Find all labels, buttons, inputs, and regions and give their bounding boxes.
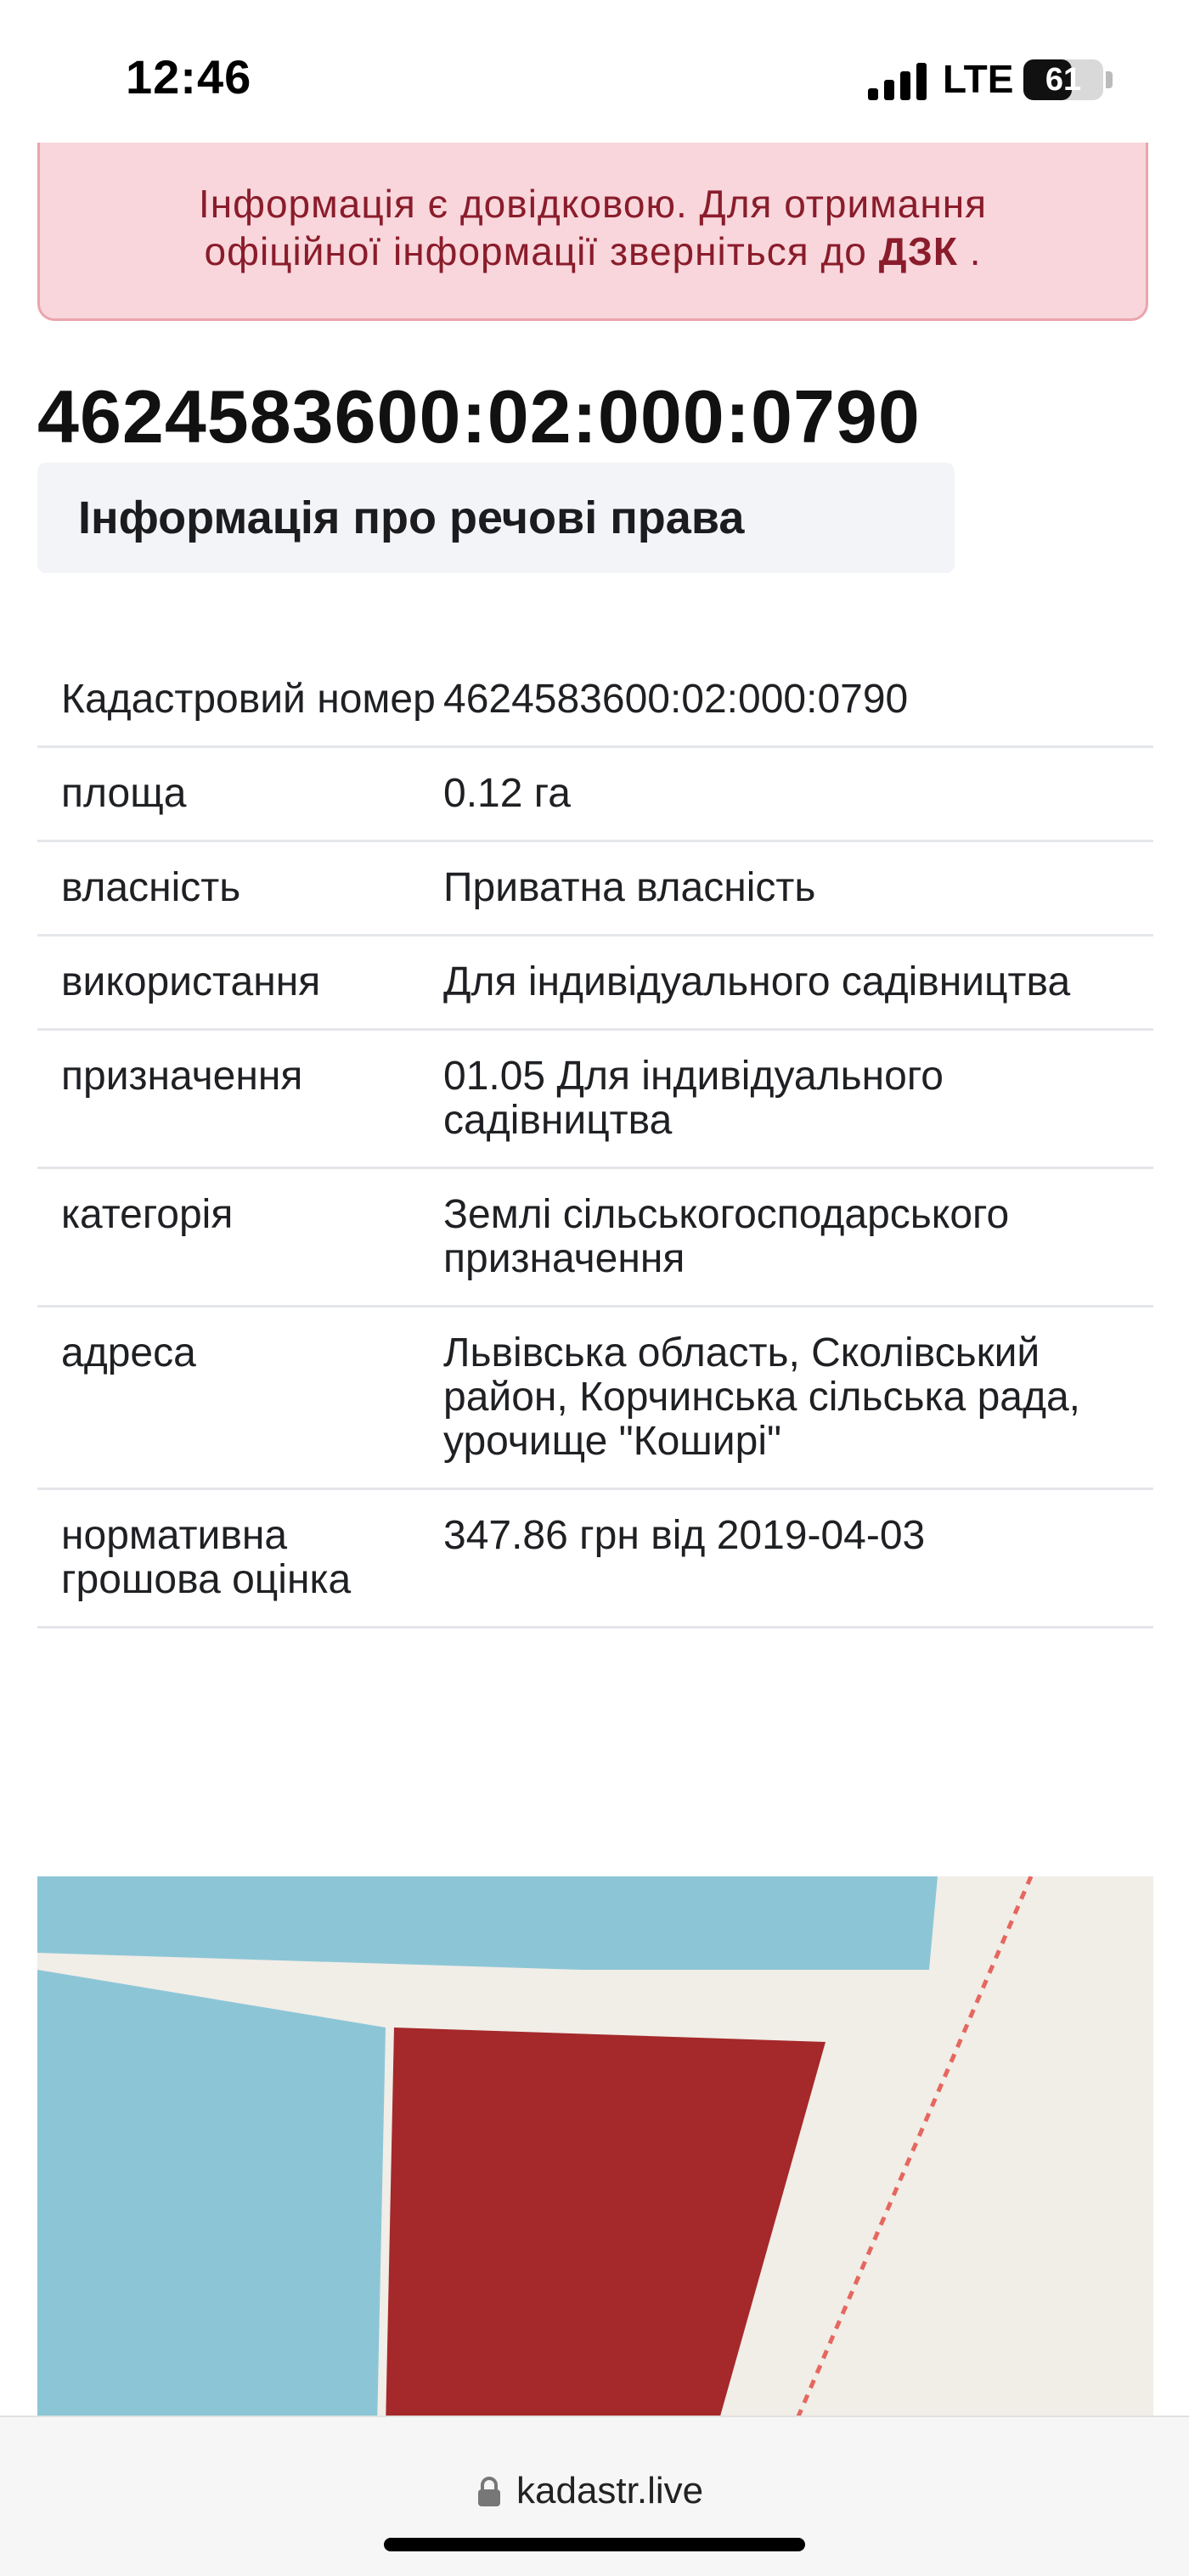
- url-text[interactable]: kadastr.live: [516, 2470, 704, 2511]
- info-notice-banner: [37, 143, 1148, 321]
- parcel-map[interactable]: [37, 1876, 1153, 2428]
- row-value: 0.12 га: [443, 771, 571, 816]
- table-row: [37, 1307, 1153, 1489]
- row-label: площа: [61, 771, 187, 816]
- table-row: [37, 1030, 1153, 1168]
- row-value: 347.86 грн від 2019-04-03: [443, 1513, 926, 1558]
- battery-cap: [1106, 71, 1113, 88]
- tab-property-rights[interactable]: Інформація про речові права: [37, 463, 955, 573]
- row-label: власність: [61, 865, 241, 910]
- row-value: Для індивідуального садівництва: [443, 959, 1071, 1004]
- water-area-top: [37, 1876, 938, 1970]
- table-row: [37, 747, 1153, 841]
- network-type: LTE: [943, 57, 1014, 101]
- lock-icon: [477, 2477, 501, 2507]
- table-row: [37, 1489, 1153, 1628]
- parcel-details-table: [37, 654, 1153, 1628]
- table-row: [37, 936, 1153, 1030]
- battery-icon: [1023, 59, 1103, 100]
- map-canvas[interactable]: [37, 1876, 1153, 2428]
- status-bar: [0, 0, 1189, 144]
- water-area-left: [37, 1970, 386, 2428]
- row-label: призначення: [61, 1054, 303, 1099]
- row-value: Землі сільськогосподарського призначення: [443, 1192, 1010, 1281]
- row-label: Кадастровий номер: [61, 677, 436, 722]
- page-title: 4624583600:02:000:0790: [37, 374, 921, 458]
- table-row: [37, 654, 1153, 747]
- row-value: Приватна власність: [443, 865, 816, 910]
- table-row: [37, 1168, 1153, 1307]
- row-value: Львівська область, Сколівський район, Корчинська сільська рада, урочище "Коширі": [443, 1330, 1080, 1464]
- battery-percent: 61: [1045, 62, 1082, 98]
- notice-line-2-text: офіційної інформації зверніться до: [204, 229, 867, 273]
- browser-address-bar[interactable]: [0, 2416, 1189, 2576]
- row-label: категорія: [61, 1192, 234, 1237]
- notice-line-1: Інформація є довідковою. Для отримання: [198, 182, 988, 226]
- row-value: 4624583600:02:000:0790: [443, 677, 909, 722]
- row-label: використання: [61, 959, 321, 1004]
- row-label: адреса: [61, 1330, 196, 1375]
- row-label: нормативна грошова оцінка: [61, 1513, 352, 1602]
- notice-line-2: [40, 228, 1146, 275]
- row-value: 01.05 Для індивідуального садівництва: [443, 1054, 944, 1143]
- table-row: [37, 841, 1153, 936]
- status-time: 12:46: [126, 50, 252, 104]
- dzk-link[interactable]: ДЗК: [878, 229, 958, 273]
- home-indicator[interactable]: [384, 2538, 805, 2551]
- signal-icon: [868, 63, 927, 100]
- notice-tail: .: [957, 229, 982, 273]
